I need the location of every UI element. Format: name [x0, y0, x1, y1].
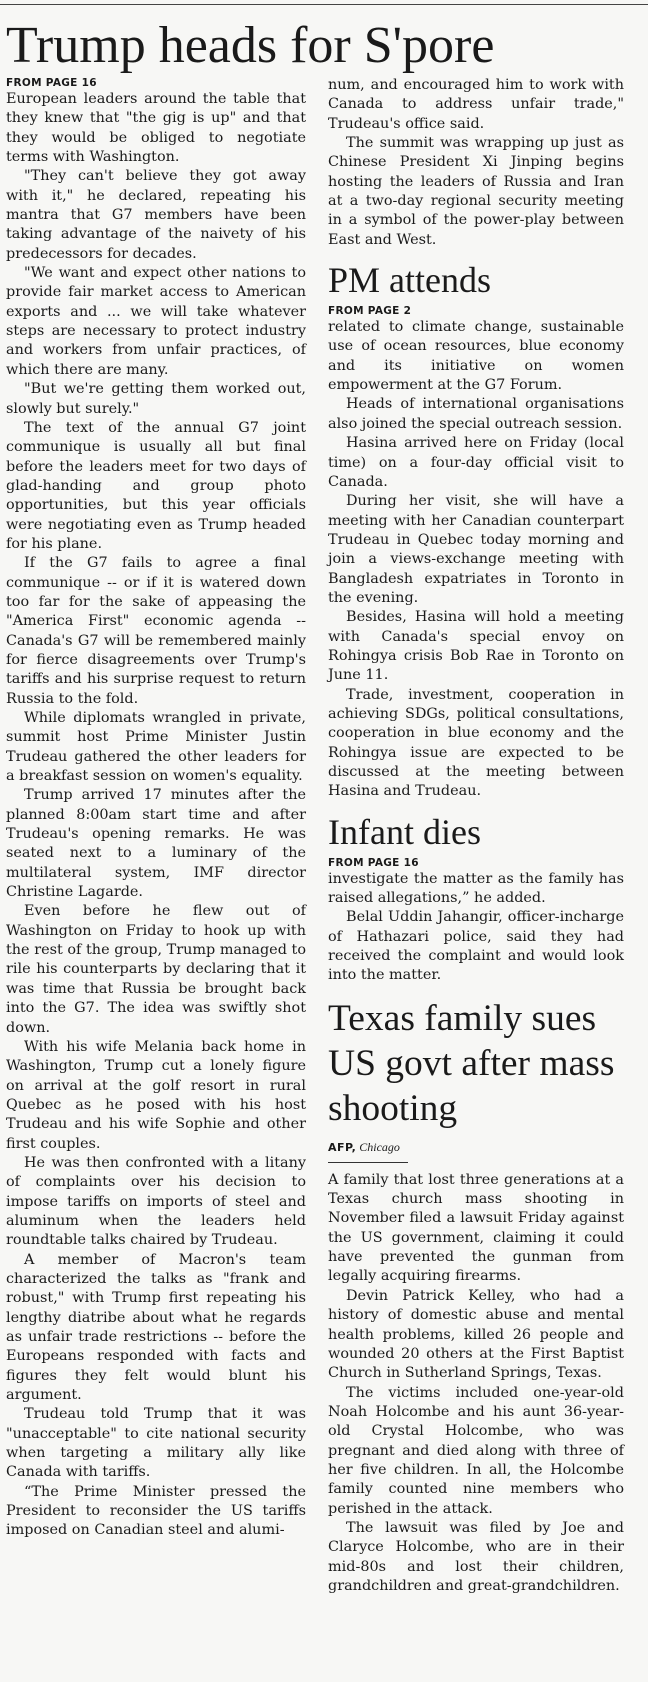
paragraph: Even before he flew out of Washington on Friday to hook up with the rest of the group, Trump managed to rile his counterparts by declaring that it was time that Russia be brought back into the G7. The idea was swiftly shot down.: [6, 903, 306, 1036]
paragraph: “The Prime Minister pressed the President to reconsider the US tariffs imposed on Canadian steel and alumi-: [6, 1483, 306, 1539]
paragraph: Trump arrived 17 minutes after the planned 8:00am start time and after Trudeau's opening remarks. He was seated next to a luminary of the multilateral system, IMF director Christine Lagarde.: [6, 787, 306, 901]
infant-dies-kicker: FROM PAGE 16: [328, 856, 419, 869]
pm-attends-headline: PM attends: [328, 260, 492, 301]
paragraph: If the G7 fails to agree a final communique -- or if it is watered down too far for the sake of appeasing the "America First" economic agenda -- Canada's G7 will be remembered mainly for fierce disagreements over Trump's tariffs and his surprise request to return Russia to the fold.: [6, 555, 306, 707]
right-column: [328, 76, 624, 1596]
paragraph: related to climate change, sustainable use of ocean resources, blue economy and its initiative on women empowerment at the G7 Forum.: [328, 319, 624, 394]
infant-dies-headline: Infant dies: [328, 811, 481, 852]
main-article-kicker: FROM PAGE 16: [6, 77, 97, 89]
main-article-left-column: [6, 76, 306, 1541]
byline-agency: AFP,: [328, 1140, 357, 1154]
paragraph: A member of Macron's team characterized the talks as "frank and robust," with Trump first repeating his lengthy diatribe about what he regards as unfair trade restrictions -- before the Europeans responded with facts and figures they felt would blunt his argument.: [6, 1251, 306, 1404]
byline-place: Chicago: [359, 1139, 400, 1154]
paragraph: The summit was wrapping up just as Chinese President Xi Jinping begins hosting the leaders of Russia and Iran at a two-day regional security meeting in a symbol of the power-play between East and West.: [328, 135, 624, 248]
texas-byline: [328, 1139, 624, 1156]
paragraph: With his wife Melania back home in Washington, Trump cut a lonely figure on arrival at the golf resort in rural Quebec as he posed with his host Trudeau and his wife Sophie and other first couples.: [6, 1038, 306, 1152]
paragraph: investigate the matter as the family has raised allegations,” he added.: [328, 870, 624, 907]
paragraph: Trudeau told Trump that it was "unacceptable" to cite national security when targeting a military ally like Canada with tariffs.: [6, 1406, 306, 1481]
paragraph: Heads of international organisations also joined the special outreach session.: [328, 396, 624, 432]
paragraph: Trade, investment, cooperation in achieving SDGs, political consultations, cooperation in blue economy and the Rohingya issue are expected to be discussed at the meeting between Hasina and Trudeau.: [328, 686, 624, 800]
pm-attends-kicker: FROM PAGE 2: [328, 305, 412, 318]
paragraph: The lawsuit was filed by Joe and Claryce Holcombe, who are in their mid-80s and lost their children, grandchildren and great-grandchildren.: [328, 1519, 624, 1594]
paragraph: European leaders around the table that they knew that "the gig is up" and that they would be obliged to negotiate terms with Washington.: [6, 91, 306, 166]
paragraph: A family that lost three generations at a Texas church mass shooting in November filed a lawsuit Friday against the US government, claiming it could have prevented the gunman from legally acquiring firearms.: [328, 1171, 624, 1285]
paragraph: "We want and expect other nations to provide fair market access to American exports and ... we will take whatever steps are necessary to protect industry and workers from unfair practices, of which there are many.: [6, 265, 306, 378]
paragraph: num, and encouraged him to work with Canada to address unfair trade," Trudeau's office said.: [328, 77, 624, 132]
paragraph: While diplomats wrangled in private, summit host Prime Minister Justin Trudeau gathered the other leaders for a breakfast session on women's equality.: [6, 710, 306, 785]
byline-rule: [328, 1162, 408, 1163]
texas-headline: Texas family sues US govt after mass shooting: [328, 997, 615, 1129]
paragraph: "They can't believe they got away with it," he declared, repeating his mantra that G7 members have been taking advantage of the naivety of his predecessors for decades.: [6, 168, 306, 262]
paragraph: Hasina arrived here on Friday (local time) on a four-day official visit to Canada.: [328, 435, 624, 490]
paragraph: "But we're getting them worked out, slowly but surely.": [6, 381, 306, 417]
paragraph: The text of the annual G7 joint communique is usually all but final before the leaders meet for two days of glad-handing and group photo opportunities, but this year officials were negotiating even as Trump headed for his plane.: [6, 419, 306, 552]
paragraph: The victims included one-year-old Noah Holcombe and his aunt 36-year-old Crystal Holcombe, who was pregnant and died along with three of her five children. In all, the Holcombe family counted nine members who perished in the attack.: [328, 1384, 624, 1517]
top-rule: [0, 4, 648, 5]
paragraph: During her visit, she will have a meeting with her Canadian counterpart Trudeau in Quebec today morning and join a views-exchange meeting with Bangladesh expatriates in Toronto in the evening.: [328, 493, 624, 606]
paragraph: He was then confronted with a litany of complaints over his decision to impose tariffs on imports of steel and aluminum when the leaders held roundtable talks chaired by Trudeau.: [6, 1154, 306, 1249]
paragraph: Belal Uddin Jahangir, officer-incharge of Hathazari police, said they had received the complaint and would look into the matter.: [328, 909, 624, 984]
paragraph: Devin Patrick Kelley, who had a history of domestic abuse and mental health problems, killed 26 people and wounded 20 others at the First Baptist Church in Sutherland Springs, Texas.: [328, 1287, 624, 1382]
main-headline: Trump heads for S'pore: [6, 17, 495, 74]
paragraph: Besides, Hasina will hold a meeting with Canada's special envoy on Rohingya crisis Bob Rae in Toronto on June 11.: [328, 609, 624, 684]
